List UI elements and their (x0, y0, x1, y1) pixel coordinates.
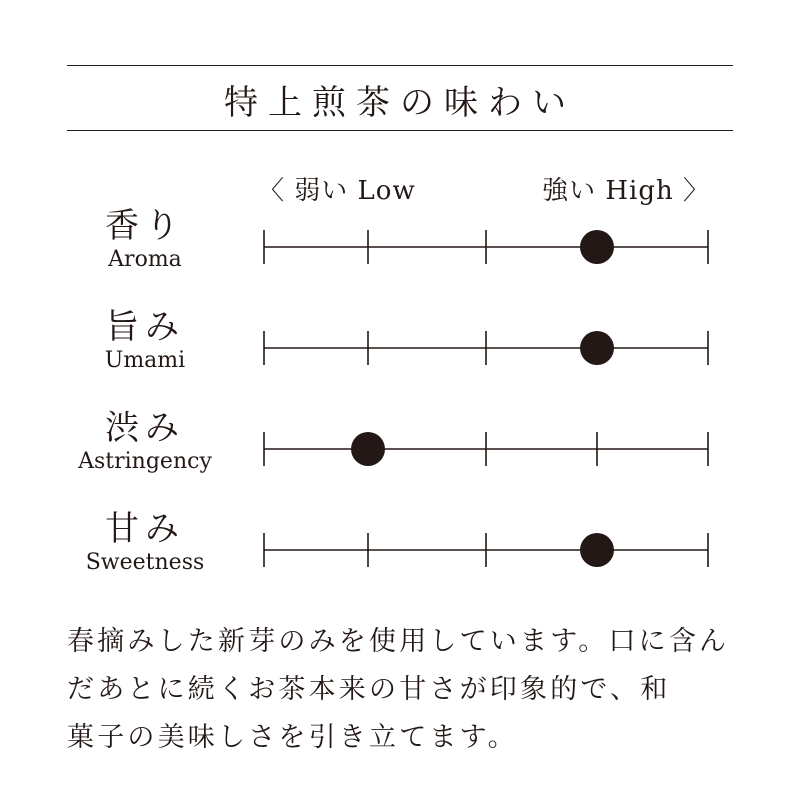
scale-low-label: 〈 弱い Low (258, 176, 416, 206)
attribute-name-jp: 甘み (105, 509, 185, 549)
attribute-name-en: Aroma (108, 247, 182, 272)
attribute-label (60, 509, 230, 577)
attribute-row-sweetness (0, 505, 800, 595)
rating-marker (580, 331, 614, 365)
attribute-label (60, 206, 230, 274)
attribute-row-umami (0, 303, 800, 393)
description-line: だあとに続くお茶本来の甘さが印象的で、和 (67, 674, 671, 705)
description-line: 春摘みした新芽のみを使用しています。口に含ん (67, 626, 730, 657)
rating-marker (580, 533, 614, 567)
rating-marker (351, 432, 385, 466)
page-title: 特上煎茶の味わい (224, 82, 576, 123)
attribute-row-astringency (0, 404, 800, 494)
title-bottom-rule (67, 130, 733, 131)
attribute-name-en: Umami (104, 348, 186, 373)
attribute-name-jp: 香り (105, 206, 185, 246)
title-top-rule (67, 65, 733, 66)
rating-scale (258, 404, 718, 494)
attribute-name-jp: 旨み (105, 307, 185, 347)
attribute-name-en: Astringency (78, 449, 212, 474)
rating-scale (258, 303, 718, 393)
attribute-name-en: Sweetness (85, 550, 205, 575)
attribute-row-aroma (0, 202, 800, 292)
rating-scale (258, 202, 718, 292)
rating-marker (580, 230, 614, 264)
description (67, 618, 737, 762)
attribute-label (60, 307, 230, 375)
scale-high-label: 強い High 〉 (542, 176, 710, 206)
rating-scale (258, 505, 718, 595)
description-line: 菓子の美味しさを引き立てます。 (67, 722, 518, 753)
attribute-name-jp: 渋み (105, 408, 185, 448)
attribute-label (55, 408, 235, 476)
